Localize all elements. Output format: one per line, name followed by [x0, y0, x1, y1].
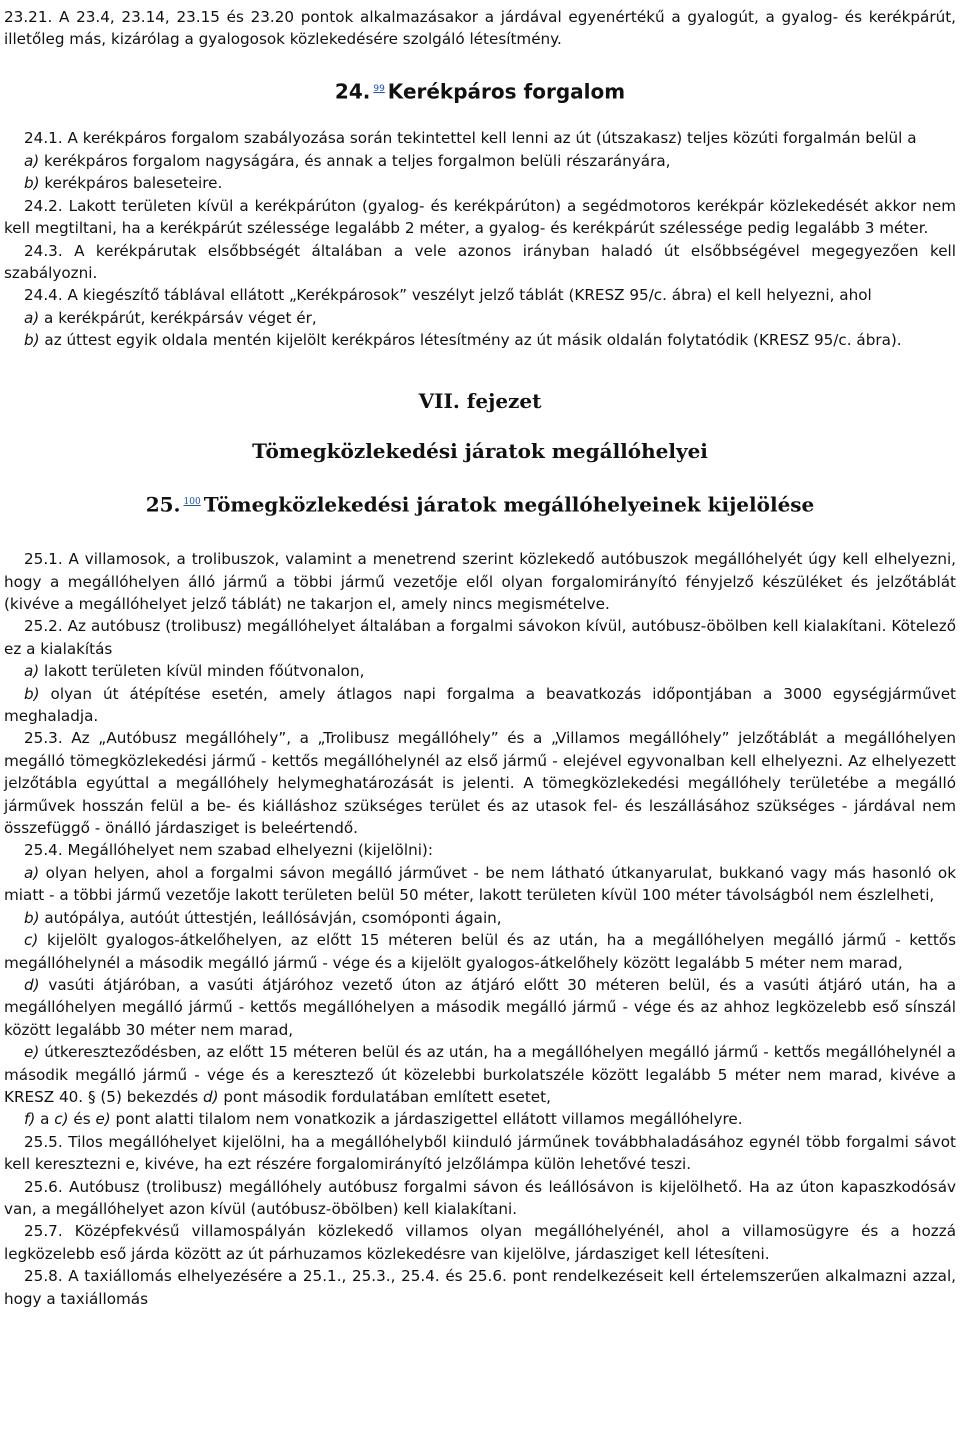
- paragraph-24-2: 24.2. Lakott területen kívül a kerékpárúton (gyalog- és kerékpárúton) a segédmotoros kerékpár közlekedését akkor nem kell megtiltani, ha a kerékpárút szélessége legalább 2 méter, a gyalog- és kerékpárút szélessége pedig legalább 3 méter.: [4, 196, 956, 238]
- paragraph-25-5: 25.5. Tilos megállóhelyet kijelölni, ha a megállóhelyből kiinduló járműnek továbbhaladásához egynél több forgalmi sávot kell keresztezni e, kivéve, ha ezt részére forgalomirányító jelzőlámpa külön lehetővé teszi.: [4, 1132, 956, 1174]
- paragraph-25-4-e: e) útkereszteződésben, az előtt 15 méteren belül és az után, ha a megállóhelyen megálló jármű - kettős megállóhelynél a második megálló jármű - vége és a keresztező út közelebbi burkolatszéle között legalább 5 méter nem marad, kivéve a KRESZ 40. § (5) bekezdés d) pont második fordulatában említett esetet,: [4, 1043, 956, 1106]
- paragraph-25-8: 25.8. A taxiállomás elhelyezésére a 25.1., 25.3., 25.4. és 25.6. pont rendelkezéseit kell értelemszerűen alkalmazni azzal, hogy a taxiállomás: [4, 1267, 956, 1308]
- paragraph-24-1: 24.1. A kerékpáros forgalom szabályozása során tekintettel kell lenni az út (útszakasz) teljes közúti forgalmán belül a: [24, 129, 917, 148]
- paragraph-24-1-b: b) kerékpáros baleseteire.: [24, 174, 223, 193]
- paragraph-25-4-f: f) a c) és e) pont alatti tilalom nem vonatkozik a járdaszigettel ellátott villamos megállóhelyre.: [24, 1110, 743, 1129]
- paragraph-24-1-a: a) kerékpáros forgalom nagyságára, és annak a teljes forgalmon belüli részarányára,: [24, 151, 671, 170]
- section-25-title: Tömegközlekedési járatok megállóhelyeinek kijelölése: [203, 492, 815, 517]
- paragraph-25-4-d: d) vasúti átjáróban, a vasúti átjáróhoz vezető úton az átjáró előtt 30 méteren belül, és a vasúti átjáró után, ha a megállóhelyen megálló jármű - kettős megállóhelyen a második megálló jármű - vége és az ahhoz legközelebb eső sínszál között legalább 30 méter nem marad,: [4, 975, 956, 1039]
- section-24-number: 24.: [334, 79, 371, 104]
- paragraph-25-4: 25.4. Megállóhelyet nem szabad elhelyezni (kijelölni):: [24, 841, 433, 860]
- paragraph-24-4-a: a) a kerékpárút, kerékpársáv véget ér,: [24, 308, 317, 327]
- paragraph-25-2: 25.2. Az autóbusz (trolibusz) megállóhelyet általában a forgalmi sávokon kívül, autóbusz-öbölben kell kialakítani. Kötelező ez a kialakítás: [4, 617, 956, 658]
- section-25-heading: [4, 488, 956, 519]
- document-page: [4, 6, 956, 1310]
- paragraph-24-4-b: b) az úttest egyik oldala mentén kijelölt kerékpáros létesítmény az út másik oldalán folytatódik (KRESZ 95/c. ábra).: [24, 331, 902, 350]
- paragraph-25-7: 25.7. Középfekvésű villamospályán közlekedő villamos olyan megállóhelyénél, ahol a villamosügyre és a hozzá legközelebb eső járda között az út párhuzamos közlekedésre van kijelölve, járdasziget kell létesíteni.: [4, 1222, 956, 1263]
- paragraph-25-2-b: b) olyan út átépítése esetén, amely átlagos napi forgalma a beavatkozás időpontjában a 3000 egységjárművet meghaladja.: [4, 684, 956, 726]
- paragraph-25-4-c: c) kijelölt gyalogos-átkelőhelyen, az előtt 15 méteren belül és az után, ha a megállóhelyen megálló jármű - kettős megállóhelynél a második megálló jármű - vége és a kijelölt gyalogos-átkelőhely között legalább 5 méter nem marad,: [4, 931, 956, 972]
- footnote-99-link[interactable]: 99: [373, 83, 385, 94]
- paragraph-25-2-a: a) lakott területen kívül minden főútvonalon,: [24, 662, 365, 681]
- paragraph-24-3: 24.3. A kerékpárutak elsőbbségét általában a vele azonos irányban haladó út elsőbbségével megegyezően kell szabályozni.: [4, 241, 956, 282]
- footnote-100-link[interactable]: 100: [183, 496, 201, 507]
- section-25-number: 25.: [145, 492, 181, 517]
- paragraph-24-4: 24.4. A kiegészítő táblával ellátott „Kerékpárosok” veszélyt jelző táblát (KRESZ 95/c. ábra) el kell helyezni, ahol: [24, 286, 872, 305]
- paragraph-25-1: 25.1. A villamosok, a trolibuszok, valamint a menetrend szerint közlekedő autóbuszok megállóhelyét úgy kell elhelyezni, hogy a megállóhelyen álló jármű a többi jármű vezetője elől olyan forgalomirányító fényjelző készüléket és jelzőtáblát (kivéve a megállóhelyet jelző táblát) ne takarjon el, amely nincs megismételve.: [4, 550, 956, 613]
- paragraph-25-3: 25.3. Az „Autóbusz megállóhely”, a „Trolibusz megállóhely” és a „Villamos megállóhely” jelzőtáblát a megállóhelyen megálló tömegközlekedési jármű - kettős megállóhelynél az első jármű - elejével egyvonalban kell elhelyezni. Az elhelyezett jelzőtábla egyúttal a megállóhely helymeghatározását is jelenti. A tömegközlekedési megállóhely területébe a megálló járművek hosszán felül a be- és kiálláshoz szükséges terület és az utasok fel- és leszállásához szükséges - járdával nem összefüggő - önálló járdasziget is beleértendő.: [4, 729, 956, 838]
- paragraph-25-6: 25.6. Autóbusz (trolibusz) megállóhely autóbusz forgalmi sávon és leállósávon is kijelölhető. Ha az úton kapaszkodósáv van, a megállóhelyet azon kívül (autóbusz-öbölben) kell kialakítani.: [4, 1177, 956, 1218]
- chapter-label: VII. fejezet: [418, 388, 542, 413]
- paragraph-23-21: 23.21. A 23.4, 23.14, 23.15 és 23.20 pontok alkalmazásakor a járdával egyenértékű a gyalogút, a gyalog- és kerékpárút, illetőleg más, kizárólag a gyalogosok közlekedésére szolgáló létesítmény.: [4, 8, 956, 49]
- chapter-title: Tömegközlekedési járatok megállóhelyei: [252, 438, 708, 463]
- paragraph-25-4-a: a) olyan helyen, ahol a forgalmi sávon megálló járművet - be nem látható útkanyarulat, bukkanó vagy más hasonló ok miatt - a többi jármű vezetője lakott területen belül 50 méter, lakott területen kívül 100 méter távolságból nem észlelheti,: [4, 863, 956, 905]
- section-24-title: Kerékpáros forgalom: [387, 79, 626, 104]
- paragraph-25-4-b: b) autópálya, autóút úttestjén, leállósávján, csomóponti ágain,: [24, 908, 502, 927]
- section-24-heading: [4, 75, 956, 106]
